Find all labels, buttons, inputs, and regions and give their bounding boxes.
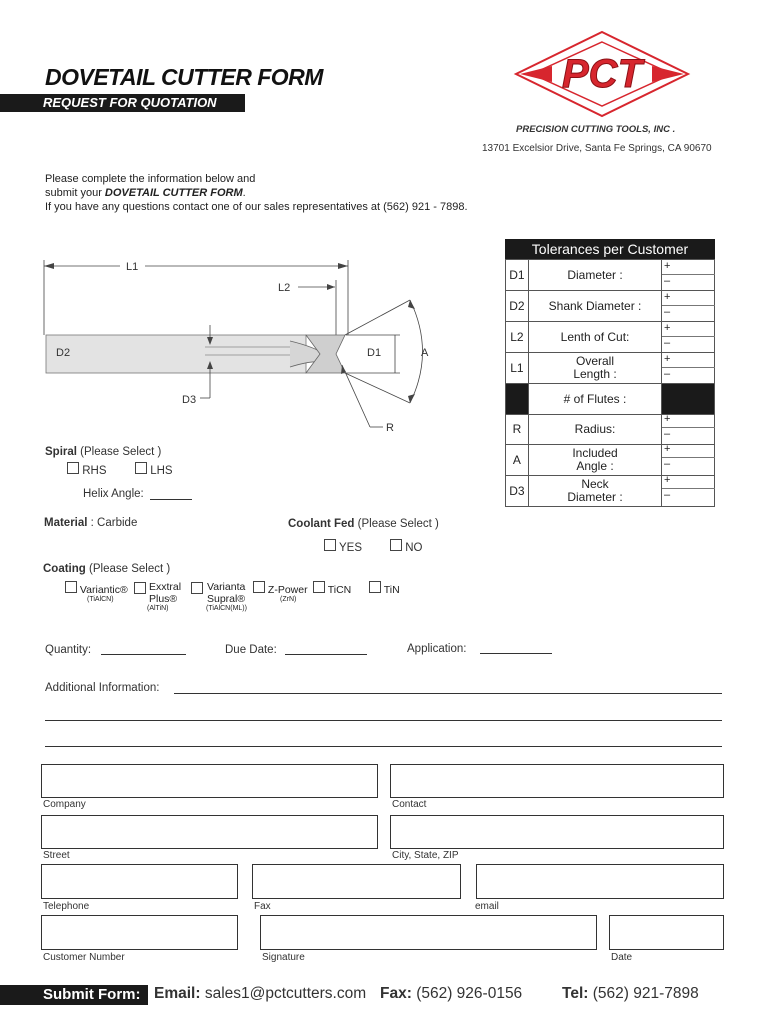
plus-sign: + [662, 353, 715, 368]
varianta-label: Varianta Supral® [207, 581, 246, 605]
coolant-label: Coolant Fed [288, 518, 355, 530]
zpower-sub: (ZrN) [280, 596, 297, 603]
label-l2: L2 [278, 282, 291, 294]
minus-sign: – [664, 337, 671, 349]
pm-l1 [662, 353, 715, 382]
logo-text: PCT [562, 52, 642, 96]
form-title: DOVETAIL CUTTER FORM [45, 64, 323, 90]
tel-label-footer: Tel: [562, 985, 589, 1002]
company-address: 13701 Excelsior Drive, Santa Fe Springs, CA 90670 [482, 143, 712, 154]
quantity-label: Quantity: [45, 644, 92, 656]
minus-sign: – [664, 275, 671, 287]
tol-code: D1 [506, 260, 529, 291]
material-section [44, 517, 137, 529]
fax-label-footer: Fax: [380, 985, 412, 1002]
spiral-section [45, 446, 161, 458]
footer-email [154, 985, 366, 1003]
yes-label: YES [339, 542, 363, 554]
email-input[interactable] [476, 864, 724, 899]
email-label-footer: Email: [154, 985, 201, 1002]
rhs-label: RHS [82, 465, 107, 477]
footer [0, 983, 770, 1007]
tol-code: D2 [506, 291, 529, 322]
submit-form-label: Submit Form: [43, 986, 141, 1003]
customer-number-input[interactable] [41, 915, 238, 950]
plus-sign: + [662, 474, 715, 489]
company-name: PRECISION CUTTING TOOLS, INC . [516, 124, 676, 135]
tol-code: D3 [506, 476, 529, 507]
variantic-label: Variantic® [79, 584, 128, 596]
date-input[interactable] [609, 915, 724, 950]
plus-sign: + [662, 322, 715, 337]
city-input[interactable] [390, 815, 724, 849]
coating-label: Coating [43, 563, 86, 575]
zpower-label: Z-Power [267, 584, 308, 596]
tolerances-title: Tolerances per Customer [505, 239, 715, 259]
footer-tel [562, 985, 699, 1003]
pm-a [662, 443, 715, 472]
intro-line-2 [45, 186, 468, 200]
additional-info-label: Additional Information: [45, 682, 160, 694]
tel-value: (562) 921-7898 [592, 985, 699, 1002]
intro-line-2-bold: DOVETAIL CUTTER FORM [104, 187, 243, 199]
tol-code [506, 384, 529, 415]
label-l1: L1 [126, 261, 139, 273]
variantic-checkbox[interactable] [65, 581, 77, 593]
tol-code: L2 [506, 322, 529, 353]
spiral-rhs-option[interactable] [67, 462, 106, 477]
telephone-input[interactable] [41, 864, 238, 899]
additional-info-line-1[interactable] [174, 693, 722, 694]
varianta-sub: (TiAlCN(ML)) [206, 605, 247, 612]
no-label: NO [405, 542, 423, 554]
coating-option-zpower[interactable] [253, 581, 308, 603]
lhs-label: LHS [150, 465, 173, 477]
label-r: R [386, 422, 394, 434]
tol-label: Shank Diameter : [528, 291, 661, 322]
email-value[interactable]: sales1@pctcutters.com [204, 985, 367, 1002]
label-a: A [421, 347, 429, 359]
pm-d2 [662, 291, 715, 320]
tol-label: Diameter : [528, 260, 661, 291]
minus-sign: – [664, 428, 671, 440]
signature-input[interactable] [260, 915, 597, 950]
contact-label: Contact [392, 799, 427, 810]
due-date-label: Due Date: [225, 644, 277, 656]
company-input[interactable] [41, 764, 378, 798]
spiral-lhs-option[interactable] [135, 462, 173, 477]
coating-option-tin[interactable] [369, 581, 400, 596]
tol-label: Included Angle : [528, 445, 661, 476]
fax-value: (562) 926-0156 [416, 985, 523, 1002]
variantic-sub: (TiAlCN) [87, 596, 114, 603]
exxtral-sub: (AlTiN) [147, 605, 169, 612]
ticn-label: TiCN [327, 584, 352, 596]
tin-label: TiN [383, 584, 400, 596]
exxtral-checkbox[interactable] [134, 582, 146, 594]
footer-fax [380, 985, 522, 1003]
subtitle: REQUEST FOR QUOTATION [43, 95, 217, 110]
pm-r [662, 413, 715, 442]
customer-number-label: Customer Number [43, 952, 125, 963]
spiral-hint: (Please Select ) [80, 446, 162, 458]
helix-angle-field[interactable] [150, 499, 192, 500]
email-label: email [475, 901, 499, 912]
tol-code: A [506, 445, 529, 476]
telephone-label: Telephone [43, 901, 90, 912]
intro-line-2-prefix: submit your [45, 187, 105, 199]
label-d3: D3 [182, 394, 197, 406]
pm-d3 [662, 474, 715, 503]
pm-d1 [662, 260, 715, 289]
ticn-checkbox[interactable] [313, 581, 325, 593]
coating-option-variantic[interactable] [65, 581, 128, 603]
coating-section [43, 563, 170, 575]
dovetail-cutter-diagram [40, 255, 440, 440]
application-label: Application: [407, 643, 467, 655]
material-value: : Carbide [90, 517, 138, 529]
minus-sign: – [664, 489, 671, 501]
label-d2: D2 [56, 347, 71, 359]
zpower-checkbox[interactable] [253, 581, 265, 593]
pct-logo [512, 30, 692, 118]
application-field[interactable] [480, 653, 552, 654]
no-checkbox[interactable] [390, 539, 402, 551]
plus-sign: + [662, 413, 715, 428]
coating-option-varianta[interactable] [191, 581, 255, 612]
tin-checkbox[interactable] [369, 581, 381, 593]
intro-line-2-suffix: . [242, 187, 246, 199]
tol-label: Radius: [528, 415, 661, 445]
exxtral-label: Exxtral Plus® [149, 581, 182, 605]
material-label: Material [44, 517, 88, 529]
submit-form-bar [0, 985, 148, 1005]
intro-line-1: Please complete the information below and [45, 173, 256, 185]
contact-input[interactable] [390, 764, 724, 798]
intro-line-3: If you have any questions contact one of our sales representatives at (562) 921 - 7898. [45, 201, 468, 213]
minus-sign: – [664, 306, 671, 318]
city-label: City, State, ZIP [392, 850, 459, 861]
tol-input-blank [662, 384, 715, 415]
coolant-hint: (Please Select ) [357, 518, 439, 530]
signature-label: Signature [262, 952, 305, 963]
minus-sign: – [664, 368, 671, 380]
coolant-yes-option[interactable] [324, 539, 362, 554]
tol-code: R [506, 415, 529, 445]
tol-label: # of Flutes : [528, 384, 661, 415]
date-label: Date [611, 952, 633, 963]
yes-checkbox[interactable] [324, 539, 336, 551]
tol-row-flutes [506, 384, 715, 415]
street-label: Street [43, 850, 70, 861]
lhs-checkbox[interactable] [135, 462, 147, 474]
company-label: Company [43, 799, 86, 810]
coating-option-exxtral[interactable] [134, 581, 187, 612]
intro-text [45, 172, 468, 214]
due-date-field[interactable] [285, 654, 367, 655]
plus-sign: + [662, 260, 715, 275]
plus-sign: + [662, 443, 715, 458]
fax-label: Fax [254, 901, 271, 912]
tol-label: Neck Diameter : [528, 476, 661, 507]
varianta-checkbox[interactable] [191, 582, 203, 594]
coolant-section [288, 518, 439, 530]
label-d1: D1 [367, 347, 382, 359]
helix-angle-label: Helix Angle: [83, 488, 144, 500]
coating-hint: (Please Select ) [89, 563, 171, 575]
quantity-field[interactable] [101, 654, 186, 655]
rhs-checkbox[interactable] [67, 462, 79, 474]
minus-sign: – [664, 458, 671, 470]
tol-label: Overall Length : [528, 353, 661, 384]
tol-code: L1 [506, 353, 529, 384]
fax-input[interactable] [252, 864, 461, 899]
plus-sign: + [662, 291, 715, 306]
subtitle-bar [0, 94, 245, 112]
street-input[interactable] [41, 815, 378, 849]
additional-info-line-3[interactable] [45, 746, 722, 747]
pm-l2 [662, 322, 715, 351]
spiral-label: Spiral [45, 446, 77, 458]
tol-label: Lenth of Cut: [528, 322, 661, 353]
coolant-no-option[interactable] [390, 539, 422, 554]
coating-option-ticn[interactable] [313, 581, 351, 596]
additional-info-line-2[interactable] [45, 720, 722, 721]
